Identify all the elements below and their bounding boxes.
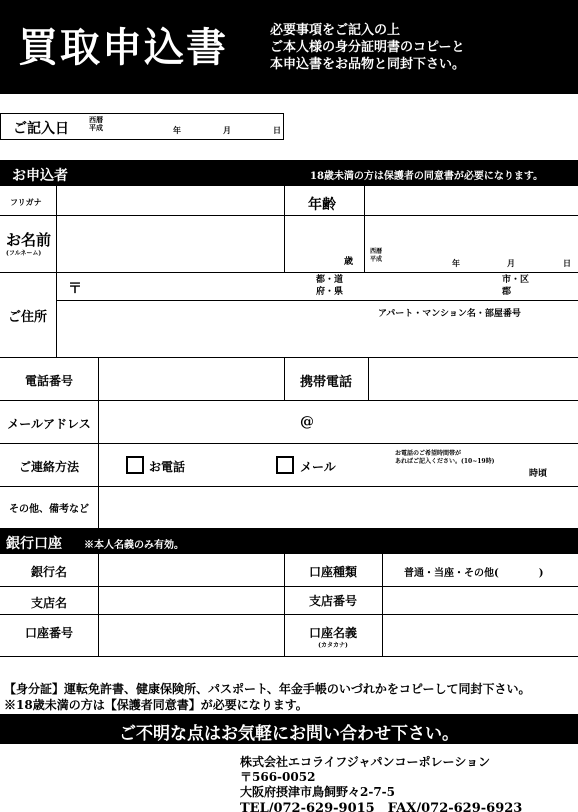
phone-field[interactable] (99, 358, 284, 400)
instruction-line: 必要事項をご記入の上 (270, 23, 401, 38)
footer-band-text: ご不明な点はお気軽にお問い合わせ下さい。 (119, 724, 459, 744)
account-holder-sub-label: (カタカナ) (318, 642, 348, 649)
footer-band (0, 714, 578, 744)
contact-label: ご連絡方法 (18, 460, 79, 474)
name-sub-label: (フルネーム) (6, 250, 42, 257)
account-type-options[interactable]: 普通・当座・その他( ) (404, 568, 544, 579)
note-line: あればご記入ください。(10~19時) (395, 458, 495, 465)
era-heisei: 平成 (89, 123, 103, 132)
applicant-band-title: お申込者 (12, 168, 68, 184)
entry-date-day: 日 (273, 125, 281, 135)
entry-date-box[interactable] (0, 113, 284, 140)
email-field[interactable] (99, 401, 578, 443)
rule (364, 186, 365, 272)
branch-name-field[interactable] (99, 587, 284, 614)
name-label: お名前 (6, 231, 52, 249)
instruction-line: 本申込書をお品物と同封下さい。 (270, 57, 466, 72)
company-tel-fax: TEL/072-629-9015 FAX/072-629-6923 (240, 801, 523, 812)
entry-date-year: 年 (173, 125, 181, 135)
account-holder-field[interactable] (383, 615, 578, 656)
furigana-field[interactable] (57, 187, 284, 215)
account-number-label: 口座番号 (24, 626, 73, 640)
bank-band-note: ※本人名義のみ有効。 (84, 540, 184, 551)
contact-time-note (395, 450, 494, 466)
prefecture-suffix (316, 274, 343, 298)
page-title: 買取申込書 (18, 24, 228, 71)
name-field[interactable] (57, 216, 284, 272)
other-label: その他、備考など (9, 504, 89, 515)
applicant-band-note: 18歳未満の方は保護者の同意書が必要になります。 (310, 171, 544, 182)
contact-time-unit: 時頃 (529, 469, 548, 479)
branch-number-field[interactable] (383, 587, 578, 614)
era-heisei: 平成 (370, 256, 383, 263)
city-line: 市・区 (502, 275, 530, 285)
account-number-field[interactable] (99, 615, 284, 656)
other-field[interactable] (99, 487, 578, 528)
era-seireki: 西暦 (89, 115, 103, 124)
apartment-label: アパート・マンション名・部屋番号 (378, 309, 521, 319)
contact-phone-label: お電話 (149, 460, 186, 474)
branch-name-label: 支店名 (30, 596, 67, 610)
rule (0, 656, 578, 657)
pref-line: 都・道 (316, 275, 344, 285)
entry-date-label: ご記入日 (13, 121, 69, 137)
applicant-band (0, 160, 578, 186)
birth-year: 年 (452, 258, 460, 268)
city-line: 郡 (502, 287, 512, 297)
bank-name-label: 銀行名 (30, 565, 67, 579)
instruction-line: ご本人様の身分証明書のコピーと (270, 40, 465, 55)
birth-month: 月 (507, 258, 515, 268)
postal-mark: 〒 (68, 281, 82, 297)
pref-line: 府・県 (316, 287, 344, 297)
account-holder-label: 口座名義 (308, 626, 357, 640)
mobile-label: 携帯電話 (299, 375, 352, 390)
guardian-notice: ※18歳未満の方は【保護者同意書】が必要になります。 (4, 698, 308, 712)
bank-band-title: 銀行口座 (6, 536, 62, 552)
header-instructions (270, 22, 465, 73)
address-field[interactable] (57, 301, 578, 357)
id-notice: 【身分証】運転免許書、健康保険所、パスポート、年金手帳のいづれかをコピーして同封下さい。 (4, 682, 531, 696)
age-unit: 歳 (344, 257, 354, 267)
rule (0, 443, 578, 444)
branch-number-label: 支店番号 (308, 594, 357, 608)
bank-name-field[interactable] (99, 555, 284, 586)
company-address: 大阪府摂津市鳥飼野々2-7-5 (240, 785, 396, 799)
company-name: 株式会社エコライフジャパンコーポレーション (240, 755, 491, 769)
bank-band (0, 528, 578, 554)
account-type-label: 口座種類 (308, 565, 357, 579)
age-label: 年齢 (308, 197, 336, 213)
birth-era (370, 248, 382, 264)
address-label: ご住所 (8, 310, 48, 325)
entry-date-month: 月 (223, 125, 231, 135)
era-seireki: 西暦 (370, 248, 383, 255)
contact-mail-label: メール (300, 460, 336, 474)
phone-label: 電話番号 (24, 374, 73, 388)
entry-date-era (89, 116, 103, 132)
contact-mail-checkbox[interactable] (276, 456, 294, 474)
email-at: @ (300, 414, 314, 430)
city-suffix (502, 274, 529, 298)
furigana-label: フリガナ (10, 197, 42, 207)
birth-day: 日 (563, 258, 571, 268)
rule (0, 272, 578, 273)
mobile-field[interactable] (369, 358, 578, 400)
rule (284, 186, 285, 272)
company-postal: 〒566-0052 (240, 770, 316, 784)
contact-phone-checkbox[interactable] (126, 456, 144, 474)
note-line: お電話のご希望時間帯が (395, 450, 462, 457)
email-label: メールアドレス (7, 417, 91, 431)
